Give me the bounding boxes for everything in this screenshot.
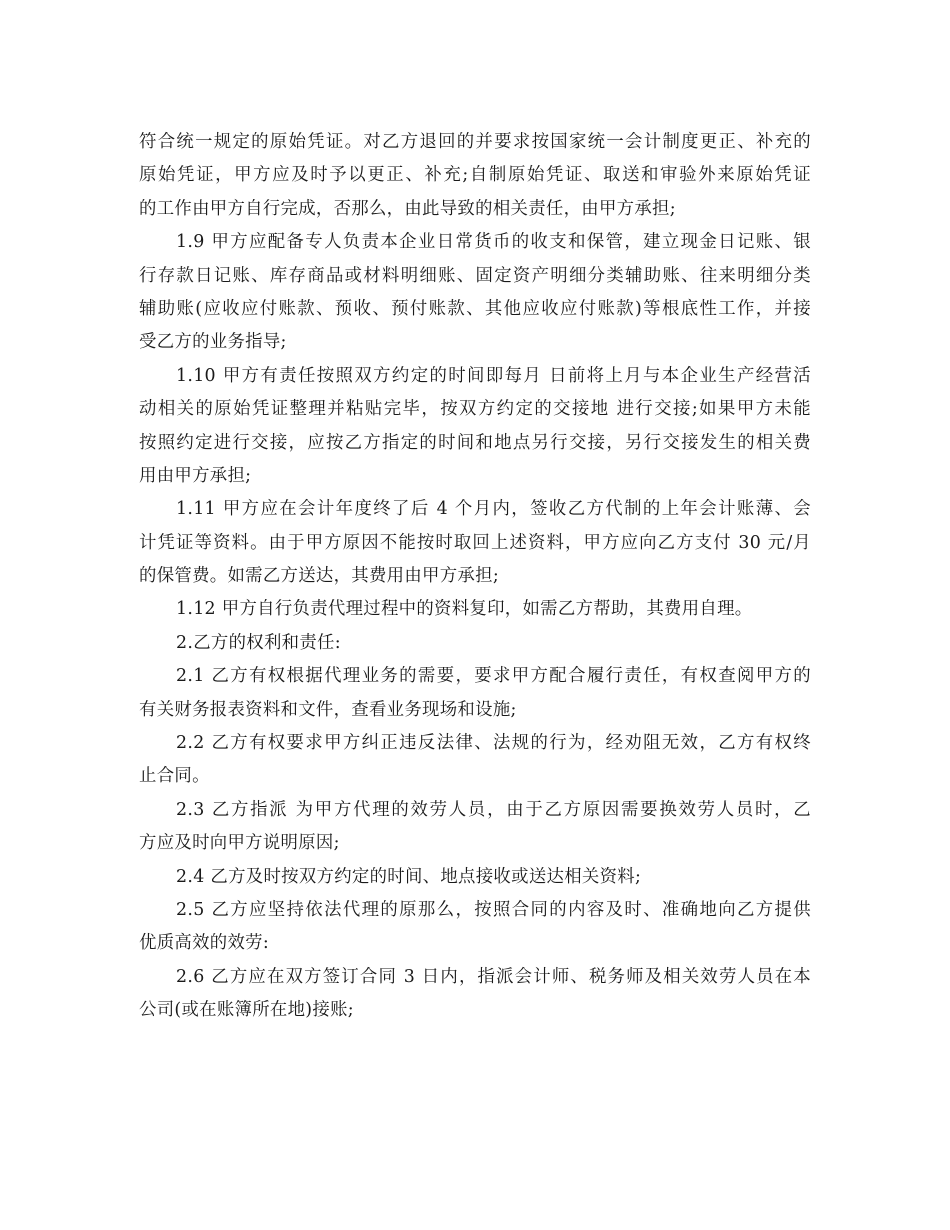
text-line: 2.3 乙方指派 为甲方代理的效劳人员，由于乙方原因需要换效劳人员时，乙 [176,799,811,820]
text-line: 的保管费。如需乙方送达，其费用由甲方承担; [139,566,499,587]
text-line: 2.6 乙方应在双方签订合同 3 日内，指派会计师、税务师及相关效劳人员在本 [176,966,811,987]
text-line: 按照约定进行交接，应按乙方指定的时间和地点另行交接，另行交接发生的相关费 [139,432,811,453]
text-line: 2.4 乙方及时按双方约定的时间、地点接收或送达相关资料; [176,866,642,887]
text-line: 1.12 甲方自行负责代理过程中的资料复印，如需乙方帮助，其费用自理。 [176,599,753,620]
text-line: 受乙方的业务指导; [139,332,287,353]
text-line: 原始凭证，甲方应及时予以更正、补充;自制原始凭证、取送和审验外来原始凭证 [139,165,811,186]
text-line: 优质高效的效劳: [139,933,269,954]
text-line: 的工作由甲方自行完成，否那么，由此导致的相关责任，由甲方承担; [139,198,676,219]
text-line: 2.5 乙方应坚持依法代理的原那么，按照合同的内容及时、准确地向乙方提供 [176,899,811,920]
text-line: 方应及时向甲方说明原因; [139,833,340,854]
text-line: 行存款日记账、库存商品或材料明细账、固定资产明细分类辅助账、往来明细分类 [139,265,811,286]
text-line: 用由甲方承担; [139,465,252,486]
text-line: 1.10 甲方有责任按照双方约定的时间即每月 日前将上月与本企业生产经营活 [176,365,811,386]
text-line: 止合同。 [139,766,210,787]
document-body [139,126,811,1028]
text-line: 2.2 乙方有权要求甲方纠正违反法律、法规的行为，经劝阻无效，乙方有权终 [176,733,811,754]
text-line: 有关财务报表资料和文件，查看业务现场和设施; [139,699,517,720]
text-line: 符合统一规定的原始凭证。对乙方退回的并要求按国家统一会计制度更正、补充的 [139,132,811,152]
text-line: 公司(或在账簿所在地)接账; [139,1000,354,1021]
text-line: 1.11 甲方应在会计年度终了后 4 个月内，签收乙方代制的上年会计账薄、会 [176,499,811,520]
text-line: 1.9 甲方应配备专人负责本企业日常货币的收支和保管，建立现金日记账、银 [176,232,811,253]
text-line: 辅助账(应收应付账款、预收、预付账款、其他应收应付账款)等根底性工作，并接 [139,298,811,319]
text-line: 动相关的原始凭证整理并粘贴完毕，按双方约定的交接地 进行交接;如果甲方未能 [139,399,811,420]
text-line: 2.乙方的权利和责任: [176,632,341,653]
text-line: 2.1 乙方有权根据代理业务的需要，要求甲方配合履行责任，有权查阅甲方的 [176,666,811,687]
text-line: 计凭证等资料。由于甲方原因不能按时取回上述资料，甲方应向乙方支付 30 元/月 [139,532,811,553]
